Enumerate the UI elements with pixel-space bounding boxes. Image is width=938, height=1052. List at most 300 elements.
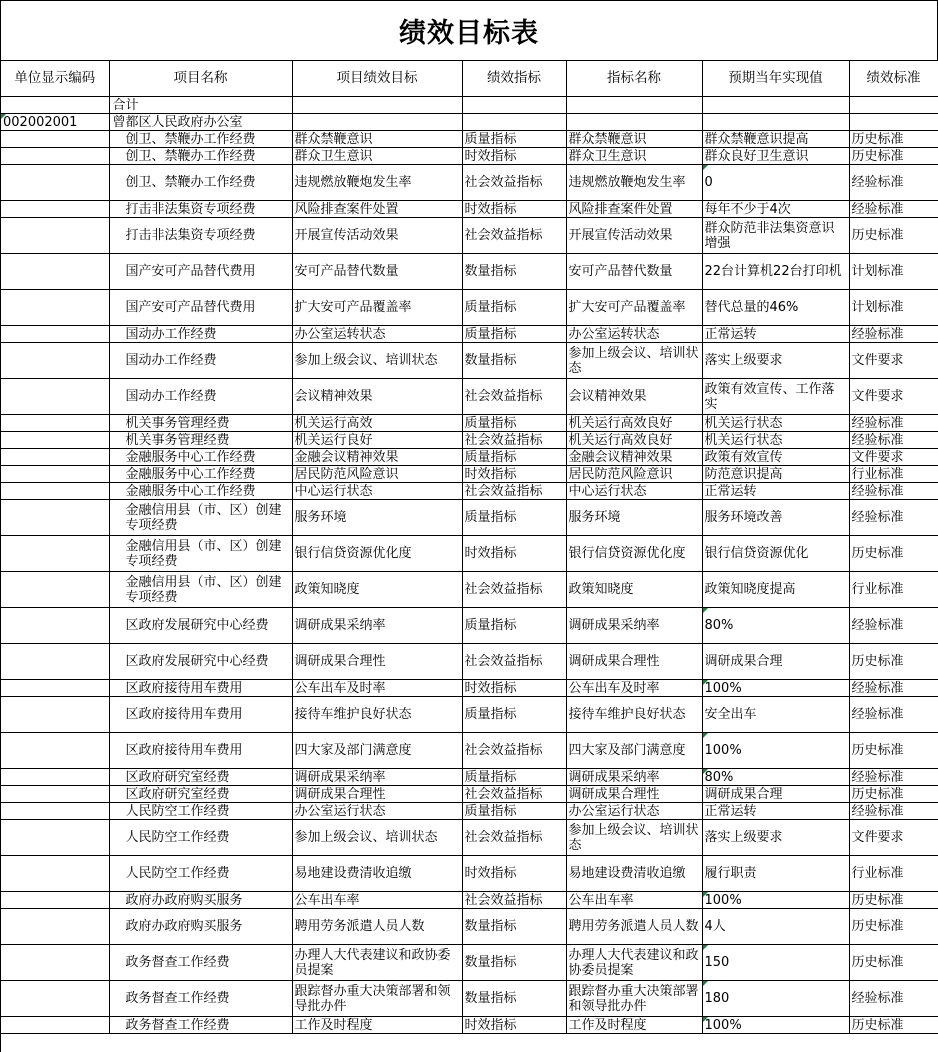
indicator-text: 数量指标 — [464, 991, 517, 1006]
goal-cell — [292, 148, 462, 165]
expected-value-cell — [702, 536, 849, 572]
metric-name-text: 参加上级会议、培训状态 — [568, 345, 699, 376]
expected-value-text: 政策有效宣传、工作落实 — [704, 381, 835, 412]
project-name-text: 打击非法集资专项经费 — [125, 228, 256, 243]
unit-code-cell — [1, 909, 109, 945]
project-name-text: 政务督查工作经费 — [125, 991, 230, 1006]
goal-text: 工作及时程度 — [294, 1017, 373, 1033]
goal-text: 公车出车及时率 — [294, 680, 386, 696]
indicator-text: 社会效益指标 — [464, 228, 543, 243]
standard-text: 行业标准 — [851, 582, 904, 597]
expected-value-text: 群众防范非法集资意识增强 — [704, 220, 835, 251]
indicator-cell — [462, 697, 566, 733]
metric-name-cell — [566, 165, 702, 201]
goal-cell — [292, 733, 462, 769]
goal-cell — [292, 697, 462, 733]
goal-cell — [292, 415, 462, 432]
expected-value-text: 正常运转 — [704, 483, 757, 499]
metric-name-text: 违规燃放鞭炮发生率 — [568, 175, 686, 190]
table-row — [1, 572, 938, 608]
performance-table — [1, 61, 938, 1034]
unit-code-cell — [1, 254, 109, 290]
standard-cell — [849, 201, 938, 218]
metric-name-text: 办理人大代表建议和政协委员提案 — [568, 947, 699, 978]
indicator-text: 社会效益指标 — [464, 654, 543, 669]
standard-cell — [849, 856, 938, 892]
expected-value-text: 80% — [704, 618, 734, 633]
standard-text: 历史标准 — [851, 955, 904, 970]
unit-code-cell — [1, 201, 109, 218]
goal-text: 银行信贷资源优化度 — [294, 546, 412, 561]
project-name-text: 国动办工作经费 — [125, 389, 217, 404]
goal-cell — [292, 379, 462, 415]
standard-text: 经验标准 — [851, 680, 904, 696]
project-name-text: 人民防空工作经费 — [125, 803, 230, 819]
standard-text: 经验标准 — [851, 201, 904, 217]
project-name-cell — [109, 608, 292, 644]
table-row — [1, 608, 938, 644]
table-row — [1, 733, 938, 769]
standard-cell — [849, 820, 938, 856]
unit-code-cell — [1, 343, 109, 379]
unit-name: 曾都区人民政府办公室 — [109, 114, 292, 131]
goal-text: 办公室运转状态 — [294, 326, 386, 342]
goal-text: 参加上级会议、培训状态 — [294, 830, 438, 845]
goal-cell — [292, 432, 462, 449]
expected-value-text: 落实上级要求 — [704, 353, 783, 368]
metric-name-cell — [566, 820, 702, 856]
metric-name-cell — [566, 483, 702, 500]
expected-value-text: 4人 — [704, 919, 726, 934]
table-row — [1, 856, 938, 892]
expected-value-cell — [702, 500, 849, 536]
unit-code-cell — [1, 892, 109, 909]
unit-code-cell — [1, 131, 109, 148]
project-name-cell — [109, 820, 292, 856]
table-row — [1, 680, 938, 697]
standard-text: 历史标准 — [851, 148, 904, 164]
indicator-cell — [462, 536, 566, 572]
metric-name-text: 调研成果合理性 — [568, 786, 660, 802]
unit-code-cell — [1, 114, 109, 131]
indicator-cell — [462, 909, 566, 945]
unit-code-cell — [1, 97, 109, 114]
empty-cell — [462, 97, 566, 114]
metric-name-text: 跟踪督办重大决策部署和领导批办件 — [568, 983, 699, 1014]
goal-text: 办公室运行状态 — [294, 803, 386, 819]
standard-cell — [849, 680, 938, 697]
table-row — [1, 769, 938, 786]
metric-name-cell — [566, 572, 702, 608]
total-row — [1, 97, 938, 114]
metric-name-text: 参加上级会议、培训状态 — [568, 822, 699, 853]
project-name-text: 国产安可产品替代费用 — [125, 264, 256, 279]
metric-name-text: 调研成果合理性 — [568, 654, 660, 669]
project-name-cell — [109, 945, 292, 981]
goal-cell — [292, 483, 462, 500]
project-name-cell — [109, 680, 292, 697]
metric-name-text: 机关运行高效良好 — [568, 432, 673, 448]
metric-name-cell — [566, 644, 702, 680]
metric-name-cell — [566, 415, 702, 432]
unit-code-cell — [1, 945, 109, 981]
indicator-cell — [462, 500, 566, 536]
expected-value-cell — [702, 644, 849, 680]
table-row — [1, 326, 938, 343]
standard-text: 经验标准 — [851, 707, 904, 722]
table-row — [1, 786, 938, 803]
table-row — [1, 148, 938, 165]
table-row — [1, 466, 938, 483]
project-name-cell — [109, 432, 292, 449]
project-name-text: 创卫、禁鞭办工作经费 — [125, 131, 256, 147]
project-name-cell — [109, 165, 292, 201]
goal-text: 机关运行高效 — [294, 415, 373, 431]
project-name-cell — [109, 201, 292, 218]
goal-text: 金融会议精神效果 — [294, 449, 399, 465]
indicator-cell — [462, 733, 566, 769]
empty-cell — [462, 114, 566, 131]
cell-marker-icon — [703, 981, 708, 986]
standard-cell — [849, 500, 938, 536]
indicator-text: 质量指标 — [464, 510, 517, 525]
metric-name-cell — [566, 981, 702, 1017]
table-row — [1, 218, 938, 254]
indicator-text: 质量指标 — [464, 803, 517, 819]
goal-text: 机关运行良好 — [294, 432, 373, 448]
standard-cell — [849, 326, 938, 343]
goal-cell — [292, 786, 462, 803]
goal-text: 违规燃放鞭炮发生率 — [294, 175, 412, 190]
expected-value-cell — [702, 803, 849, 820]
project-name-cell — [109, 536, 292, 572]
indicator-text: 质量指标 — [464, 449, 517, 465]
indicator-cell — [462, 415, 566, 432]
goal-text: 接待车维护良好状态 — [294, 707, 412, 722]
goal-cell — [292, 680, 462, 697]
expected-value-cell — [702, 909, 849, 945]
indicator-text: 质量指标 — [464, 131, 517, 147]
metric-name-cell — [566, 680, 702, 697]
metric-name-cell — [566, 343, 702, 379]
expected-value-text: 落实上级要求 — [704, 830, 783, 845]
cell-marker-icon — [703, 165, 708, 170]
metric-name-cell — [566, 432, 702, 449]
table-row — [1, 415, 938, 432]
standard-cell — [849, 483, 938, 500]
indicator-cell — [462, 945, 566, 981]
metric-name-cell — [566, 290, 702, 326]
goal-cell — [292, 1017, 462, 1034]
project-name-cell — [109, 572, 292, 608]
expected-value-text: 每年不少于4次 — [704, 201, 791, 217]
indicator-cell — [462, 644, 566, 680]
project-name-cell — [109, 500, 292, 536]
indicator-text: 社会效益指标 — [464, 483, 543, 499]
goal-text: 调研成果合理性 — [294, 654, 386, 669]
empty-cell — [292, 114, 462, 131]
expected-value-cell — [702, 131, 849, 148]
table-row — [1, 981, 938, 1017]
metric-name-cell — [566, 466, 702, 483]
unit-code-cell — [1, 644, 109, 680]
table-row — [1, 379, 938, 415]
goal-cell — [292, 218, 462, 254]
goal-cell — [292, 856, 462, 892]
indicator-text: 社会效益指标 — [464, 892, 543, 908]
standard-cell — [849, 432, 938, 449]
metric-name-text: 中心运行状态 — [568, 483, 647, 499]
cell-marker-icon — [703, 680, 708, 685]
metric-name-cell — [566, 803, 702, 820]
metric-name-cell — [566, 148, 702, 165]
project-name-cell — [109, 803, 292, 820]
unit-code-cell — [1, 432, 109, 449]
project-name-cell — [109, 733, 292, 769]
expected-value-cell — [702, 608, 849, 644]
expected-value-text: 调研成果合理 — [704, 786, 783, 802]
project-name-text: 区政府发展研究中心经费 — [125, 618, 269, 633]
indicator-cell — [462, 165, 566, 201]
expected-value-text: 100% — [704, 1017, 742, 1033]
goal-cell — [292, 644, 462, 680]
indicator-cell — [462, 820, 566, 856]
indicator-cell — [462, 343, 566, 379]
standard-cell — [849, 786, 938, 803]
cell-marker-icon — [703, 733, 708, 738]
goal-cell — [292, 572, 462, 608]
table-row — [1, 820, 938, 856]
project-name-cell — [109, 254, 292, 290]
standard-text: 经验标准 — [851, 432, 904, 448]
expected-value-text: 正常运转 — [704, 326, 757, 342]
indicator-text: 社会效益指标 — [464, 830, 543, 845]
page-title: 绩效目标表 — [1, 1, 938, 61]
header-standard: 绩效标准 — [849, 61, 938, 97]
metric-name-cell — [566, 449, 702, 466]
unit-code-cell — [1, 290, 109, 326]
goal-text: 参加上级会议、培训状态 — [294, 353, 438, 368]
standard-cell — [849, 644, 938, 680]
header-metric-name: 指标名称 — [566, 61, 702, 97]
project-name-cell — [109, 786, 292, 803]
metric-name-cell — [566, 379, 702, 415]
indicator-cell — [462, 131, 566, 148]
metric-name-text: 政策知晓度 — [568, 582, 634, 597]
standard-text: 计划标准 — [851, 300, 904, 315]
empty-cell — [849, 114, 938, 131]
indicator-text: 社会效益指标 — [464, 175, 543, 190]
cell-marker-icon — [703, 892, 708, 897]
standard-cell — [849, 218, 938, 254]
goal-text: 群众禁鞭意识 — [294, 131, 373, 147]
expected-value-cell — [702, 786, 849, 803]
goal-cell — [292, 909, 462, 945]
expected-value-cell — [702, 769, 849, 786]
metric-name-text: 调研成果采纳率 — [568, 618, 660, 633]
project-name-cell — [109, 379, 292, 415]
metric-name-text: 风险排查案件处置 — [568, 201, 673, 217]
project-name-cell — [109, 449, 292, 466]
standard-cell — [849, 131, 938, 148]
expected-value-text: 安全出车 — [704, 707, 757, 722]
metric-name-text: 会议精神效果 — [568, 389, 647, 404]
indicator-cell — [462, 680, 566, 697]
metric-name-cell — [566, 892, 702, 909]
metric-name-cell — [566, 733, 702, 769]
standard-cell — [849, 803, 938, 820]
goal-text: 办理人大代表建议和政协委员提案 — [294, 947, 451, 978]
standard-cell — [849, 466, 938, 483]
unit-code-cell — [1, 536, 109, 572]
standard-text: 历史标准 — [851, 131, 904, 147]
metric-name-text: 服务环境 — [568, 510, 621, 525]
indicator-text: 数量指标 — [464, 353, 517, 368]
unit-code-cell — [1, 500, 109, 536]
indicator-text: 质量指标 — [464, 415, 517, 431]
table-row — [1, 201, 938, 218]
project-name-cell — [109, 892, 292, 909]
standard-text: 历史标准 — [851, 546, 904, 561]
cell-marker-icon — [703, 1017, 708, 1022]
project-name-text: 国动办工作经费 — [125, 353, 217, 368]
header-expected-value: 预期当年实现值 — [702, 61, 849, 97]
expected-value-cell — [702, 466, 849, 483]
goal-cell — [292, 449, 462, 466]
unit-code-cell — [1, 697, 109, 733]
standard-text: 经验标准 — [851, 483, 904, 499]
project-name-text: 政府办政府购买服务 — [125, 892, 243, 908]
expected-value-cell — [702, 483, 849, 500]
standard-text: 历史标准 — [851, 919, 904, 934]
project-name-text: 区政府研究室经费 — [125, 786, 230, 802]
standard-text: 经验标准 — [851, 991, 904, 1006]
metric-name-text: 易地建设费清收追缴 — [568, 866, 686, 881]
unit-code-cell — [1, 165, 109, 201]
indicator-cell — [462, 1017, 566, 1034]
metric-name-text: 金融会议精神效果 — [568, 449, 673, 465]
metric-name-cell — [566, 697, 702, 733]
unit-row — [1, 114, 938, 131]
metric-name-text: 扩大安可产品覆盖率 — [568, 300, 686, 315]
project-name-cell — [109, 856, 292, 892]
goal-text: 公车出车率 — [294, 892, 360, 908]
indicator-text: 质量指标 — [464, 300, 517, 315]
indicator-cell — [462, 201, 566, 218]
project-name-cell — [109, 343, 292, 379]
expected-value-cell — [702, 218, 849, 254]
project-name-text: 机关事务管理经费 — [125, 415, 230, 431]
indicator-cell — [462, 803, 566, 820]
project-name-text: 区政府接待用车费用 — [125, 743, 243, 758]
indicator-cell — [462, 254, 566, 290]
empty-cell — [566, 97, 702, 114]
standard-text: 文件要求 — [851, 830, 904, 845]
indicator-text: 时效指标 — [464, 148, 517, 164]
indicator-cell — [462, 608, 566, 644]
project-name-cell — [109, 909, 292, 945]
project-name-cell — [109, 981, 292, 1017]
expected-value-text: 180 — [704, 991, 730, 1006]
table-row — [1, 483, 938, 500]
expected-value-cell — [702, 148, 849, 165]
project-name-text: 国产安可产品替代费用 — [125, 300, 256, 315]
indicator-text: 社会效益指标 — [464, 582, 543, 597]
project-name-cell — [109, 218, 292, 254]
indicator-text: 社会效益指标 — [464, 743, 543, 758]
standard-cell — [849, 733, 938, 769]
indicator-cell — [462, 432, 566, 449]
project-name-text: 打击非法集资专项经费 — [125, 201, 256, 217]
indicator-cell — [462, 892, 566, 909]
expected-value-cell — [702, 290, 849, 326]
standard-text: 行业标准 — [851, 466, 904, 482]
goal-cell — [292, 608, 462, 644]
project-name-text: 金融信用县（市、区）创建专项经费 — [125, 574, 282, 605]
table-row — [1, 909, 938, 945]
expected-value-cell — [702, 449, 849, 466]
unit-code-cell — [1, 1017, 109, 1034]
standard-text: 经验标准 — [851, 175, 904, 190]
expected-value-text: 80% — [704, 769, 734, 785]
unit-code-cell — [1, 326, 109, 343]
unit-code-cell — [1, 803, 109, 820]
metric-name-text: 银行信贷资源优化度 — [568, 546, 686, 561]
metric-name-cell — [566, 254, 702, 290]
expected-value-cell — [702, 892, 849, 909]
header-project-goal: 项目绩效目标 — [292, 61, 462, 97]
metric-name-cell — [566, 856, 702, 892]
header-unit-code: 单位显示编码 — [1, 61, 109, 97]
indicator-text: 数量指标 — [464, 919, 517, 934]
project-name-text: 人民防空工作经费 — [125, 866, 230, 881]
goal-text: 居民防范风险意识 — [294, 466, 399, 482]
goal-cell — [292, 326, 462, 343]
expected-value-text: 150 — [704, 955, 730, 970]
goal-text: 扩大安可产品覆盖率 — [294, 300, 412, 315]
metric-name-text: 开展宣传活动效果 — [568, 228, 673, 243]
project-name-text: 政务督查工作经费 — [125, 955, 230, 970]
metric-name-cell — [566, 201, 702, 218]
expected-value-text: 22台计算机22台打印机 — [704, 264, 842, 279]
goal-cell — [292, 254, 462, 290]
goal-cell — [292, 131, 462, 148]
metric-name-cell — [566, 769, 702, 786]
indicator-cell — [462, 379, 566, 415]
standard-text: 历史标准 — [851, 892, 904, 908]
goal-text: 开展宣传活动效果 — [294, 228, 399, 243]
expected-value-cell — [702, 680, 849, 697]
standard-cell — [849, 449, 938, 466]
empty-cell — [702, 114, 849, 131]
project-name-text: 国动办工作经费 — [125, 326, 217, 342]
project-name-cell — [109, 148, 292, 165]
indicator-cell — [462, 572, 566, 608]
project-name-text: 金融服务中心工作经费 — [125, 449, 256, 465]
metric-name-cell — [566, 608, 702, 644]
empty-cell — [292, 97, 462, 114]
expected-value-cell — [702, 415, 849, 432]
indicator-text: 数量指标 — [464, 955, 517, 970]
metric-name-text: 群众卫生意识 — [568, 148, 647, 164]
standard-text: 经验标准 — [851, 415, 904, 431]
project-name-cell — [109, 483, 292, 500]
indicator-cell — [462, 218, 566, 254]
expected-value-text: 群众禁鞭意识提高 — [704, 131, 809, 147]
goal-cell — [292, 536, 462, 572]
goal-cell — [292, 165, 462, 201]
standard-cell — [849, 608, 938, 644]
